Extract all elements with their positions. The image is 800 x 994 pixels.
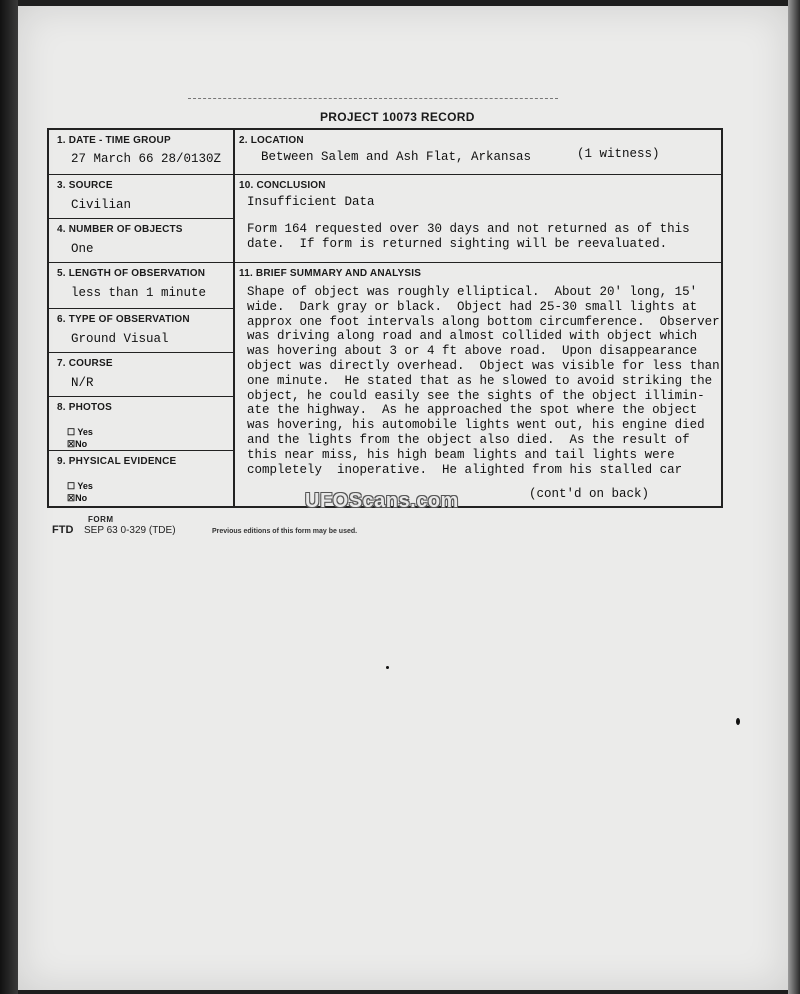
divider-objects bbox=[49, 262, 233, 263]
scan-right-edge bbox=[788, 0, 800, 994]
location-label: 2. LOCATION bbox=[239, 135, 304, 146]
divider-conclusion bbox=[233, 262, 723, 263]
number-of-objects-value: One bbox=[71, 242, 94, 256]
physical-evidence-no-option: ☒No bbox=[67, 493, 88, 503]
type-of-observation-value: Ground Visual bbox=[71, 332, 169, 346]
photos-no-option: ☒No bbox=[67, 439, 88, 449]
scan-speck bbox=[736, 718, 740, 725]
course-label: 7. COURSE bbox=[57, 358, 113, 369]
conclusion-note: Form 164 requested over 30 days and not returned as of this date. If form is returned sighting will be reevaluated. bbox=[247, 222, 690, 251]
record-title: PROJECT 10073 RECORD bbox=[320, 110, 475, 124]
checkbox-empty-icon: ☐ bbox=[67, 427, 76, 437]
watermark: UFOScans.com bbox=[305, 490, 459, 512]
type-of-observation-label: 6. TYPE OF OBSERVATION bbox=[57, 314, 190, 325]
date-time-value: 27 March 66 28/0130Z bbox=[71, 152, 222, 166]
witness-count: (1 witness) bbox=[577, 147, 660, 161]
number-of-objects-label: 4. NUMBER OF OBJECTS bbox=[57, 224, 183, 235]
checkbox-empty-icon: ☐ bbox=[67, 481, 76, 491]
physical-evidence-label: 9. PHYSICAL EVIDENCE bbox=[57, 456, 177, 467]
footer-ftd: FTD bbox=[52, 524, 74, 536]
checkbox-checked-icon: ☒ bbox=[67, 439, 76, 449]
summary-text: Shape of object was roughly elliptical. About 20' long, 15' wide. Dark gray or black. Object had 25-30 small lights at approx one foot intervals along bottom circumference. Observer was driving along road and almost collided with object which was hovering about 3 or 4 ft above road. Upon disappearance object was directly overhead. Object was visible for less than one minute. He stated that as he slowed to avoid striking the object, he could easily see the sights of the object illimin- ate the highway. As he approached the spot where the object was hovering, his automobile lights went out, his engine died and the lights from the object also died. As the result of this near miss, his high beam lights and tail lights were completely inoperative. He alighted from his stalled car bbox=[247, 285, 720, 477]
footer-note: Previous editions of this form may be used. bbox=[212, 528, 358, 535]
record-form bbox=[47, 128, 723, 508]
divider-photos bbox=[49, 450, 233, 451]
divider-location bbox=[233, 174, 723, 175]
footer-form-word: FORM bbox=[88, 515, 114, 524]
scan-left-edge bbox=[0, 0, 18, 994]
divider-course bbox=[49, 396, 233, 397]
conclusion-value: Insufficient Data bbox=[247, 195, 375, 209]
source-value: Civilian bbox=[71, 198, 132, 212]
photos-yes-option: ☐ Yes bbox=[67, 427, 93, 437]
column-divider bbox=[233, 130, 235, 506]
summary-label: 11. BRIEF SUMMARY AND ANALYSIS bbox=[239, 268, 422, 279]
header-rule bbox=[188, 98, 558, 99]
physical-evidence-yes-option: ☐ Yes bbox=[67, 481, 93, 491]
length-of-observation-label: 5. LENGTH OF OBSERVATION bbox=[57, 268, 206, 279]
scan-speck bbox=[386, 666, 389, 669]
divider-date bbox=[49, 174, 233, 175]
checkbox-checked-icon: ☒ bbox=[67, 493, 76, 503]
divider-type bbox=[49, 352, 233, 353]
divider-source bbox=[49, 218, 233, 219]
continued-note: (cont'd on back) bbox=[529, 487, 650, 501]
photos-label: 8. PHOTOS bbox=[57, 402, 112, 413]
source-label: 3. SOURCE bbox=[57, 180, 113, 191]
date-time-label: 1. DATE - TIME GROUP bbox=[57, 135, 171, 146]
course-value: N/R bbox=[71, 376, 94, 390]
divider-length bbox=[49, 308, 233, 309]
footer-form-code: SEP 63 0-329 (TDE) bbox=[84, 525, 176, 536]
location-value: Between Salem and Ash Flat, Arkansas bbox=[261, 150, 532, 164]
length-of-observation-value: less than 1 minute bbox=[71, 286, 207, 300]
conclusion-label: 10. CONCLUSION bbox=[239, 180, 326, 191]
